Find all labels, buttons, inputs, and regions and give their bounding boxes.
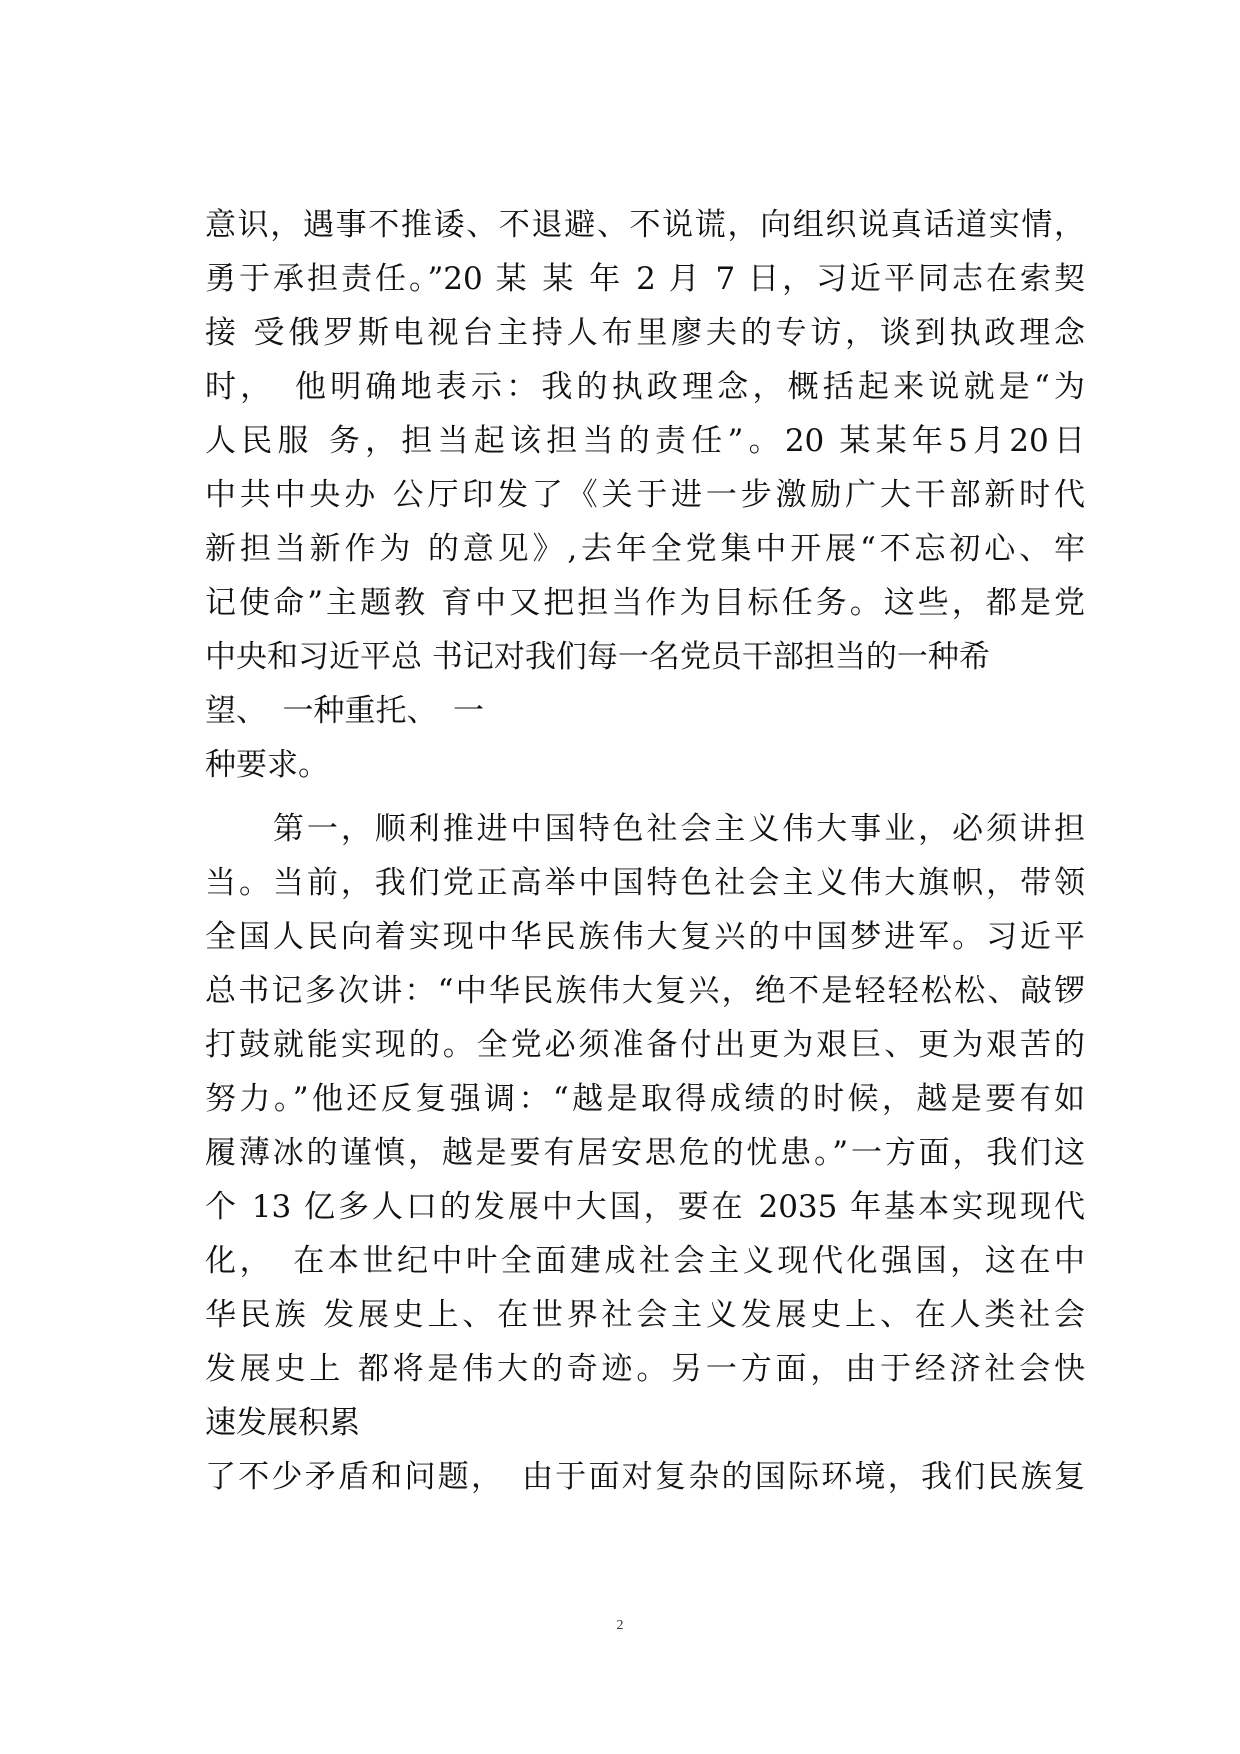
text-line: 中央和习近平总 书记对我们每一名党员干部担当的一种希 [205,639,990,675]
text-line: 努力。”他还反复强调：“越是取得成绩的时候，越是要有如 [205,1081,1085,1117]
text-line: 接 受俄罗斯电视台主持人布里廖夫的专访，谈到执政理念 [205,315,1085,351]
text-line: 勇于承担责任。”20 某 某 年 2 月 7 日，习近平同志在索契 [205,261,1085,297]
text-line: 个 13 亿多人口的发展中大国，要在 2035 年基本实现现代 [205,1189,1085,1225]
text-line: 意识，遇事不推诿、不退避、不说谎，向组织说真话道实情， [205,207,1085,243]
text-line: 了不少矛盾和问题， 由于面对复杂的国际环境，我们民族复 [205,1459,1085,1495]
text-line: 时， 他明确地表示：我的执政理念，概括起来说就是“为 [205,369,1085,405]
text-line: 打鼓就能实现的。全党必须准备付出更为艰巨、更为艰苦的 [205,1027,1085,1063]
text-line: 全国人民向着实现中华民族伟大复兴的中国梦进军。习近平 [205,919,1085,955]
text-line: 当。当前，我们党正高举中国特色社会主义伟大旗帜，带领 [205,865,1085,901]
text-line: 发展史上 都将是伟大的奇迹。另一方面，由于经济社会快 [205,1351,1085,1387]
text-line: 望、 一种重托、 一 [205,693,484,729]
text-line: 化， 在本世纪中叶全面建成社会主义现代化强国，这在中 [205,1243,1085,1279]
text-line: 记使命”主题教 育中又把担当作为目标任务。这些，都是党 [205,585,1085,621]
page-number: 2 [616,1618,624,1633]
text-line: 中共中央办 公厅印发了《关于进一步激励广大干部新时代 [205,477,1085,513]
text-line: 华民族 发展史上、在世界社会主义发展史上、在人类社会 [205,1297,1085,1333]
text-line: 新担当新作为 的意见》,去年全党集中开展“不忘初心、牢 [205,531,1085,567]
text-line: 履薄冰的谨慎，越是要有居安思危的忧患。”一方面，我们这 [205,1135,1085,1171]
text-line: 种要求。 [205,747,329,783]
text-line: 速发展积累 [205,1405,360,1441]
text-line: 人民服 务，担当起该担当的责任”。20 某某年5月20日 [205,423,1085,459]
text-line: 总书记多次讲：“中华民族伟大复兴，绝不是轻轻松松、敲锣 [205,973,1085,1009]
text-line: 第一，顺利推进中国特色社会主义伟大事业，必须讲担 [205,811,1085,847]
body-text [205,198,1085,1504]
